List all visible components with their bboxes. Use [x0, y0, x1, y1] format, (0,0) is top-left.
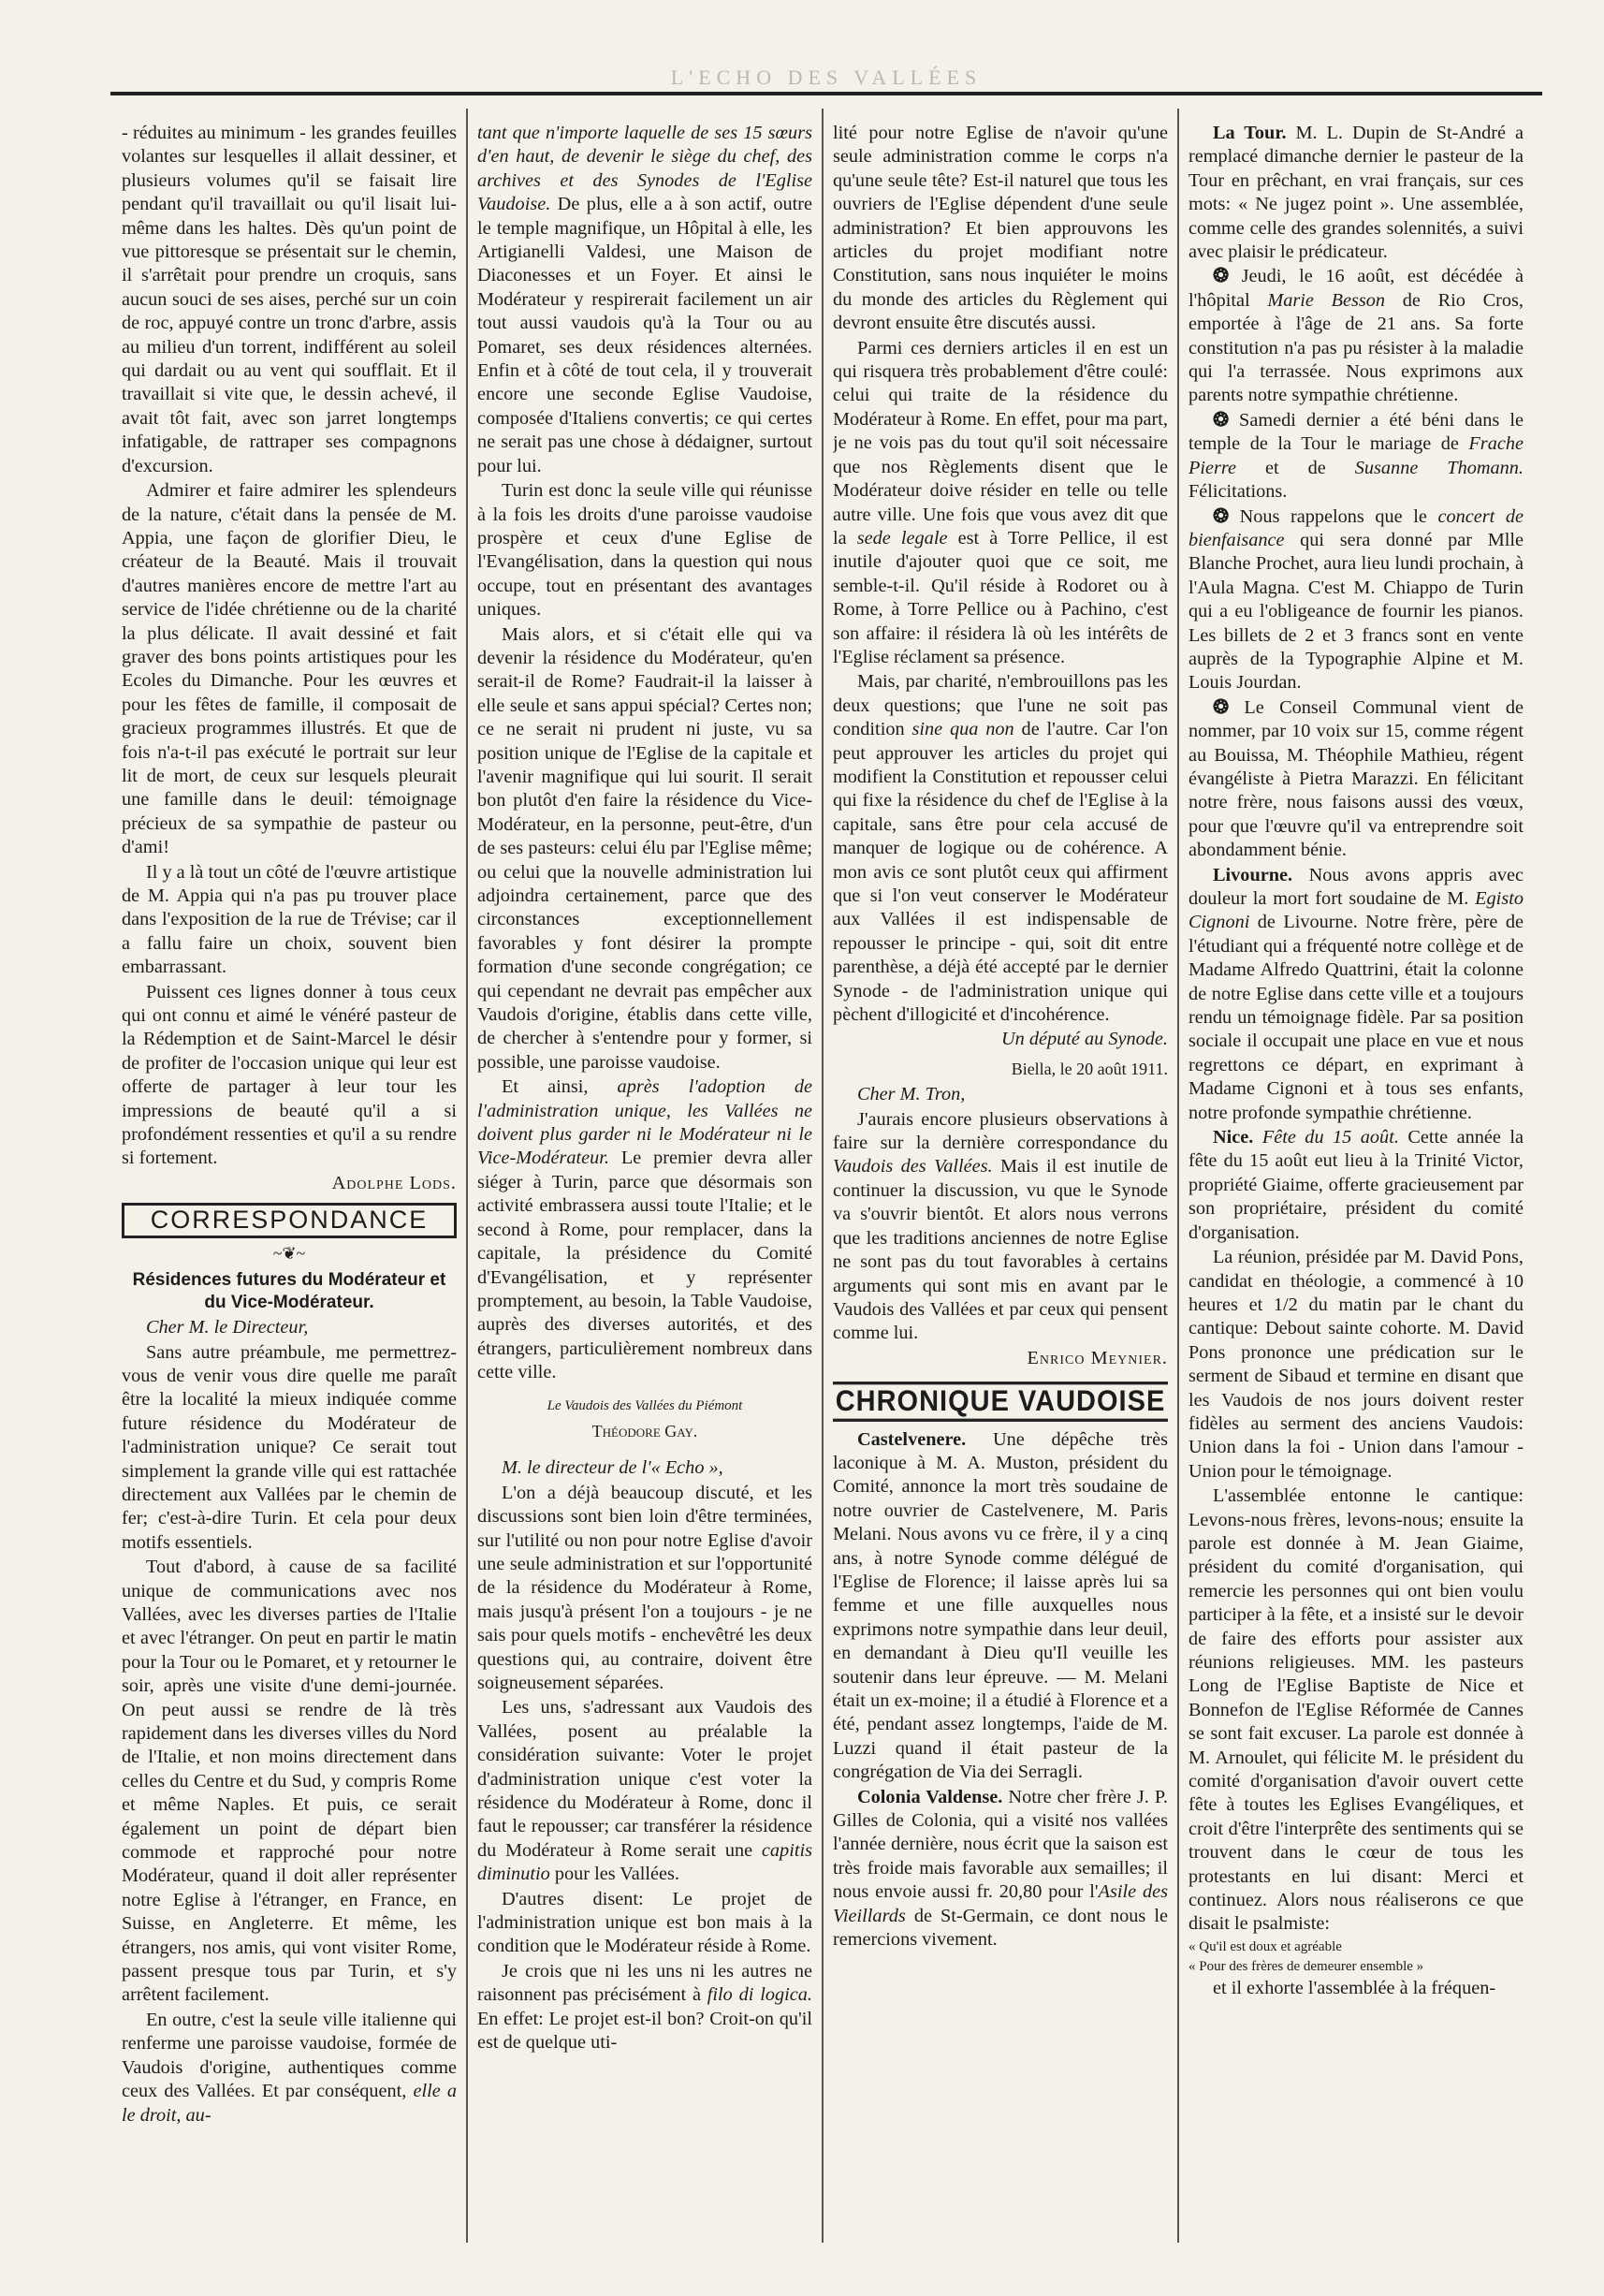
paragraph: Mais alors, et si c'était elle qui va devenir la résidence du Modérateur, qu'en serait-il de Rome? Faudrait-il la laisser à elle seule et sans appui spécial? Certes non; ce ne serait ni prudent ni juste, vu sa position unique de l'Eglise de la capitale et l'avenir magnifique qui lui sourit. Il serait bon plutôt d'en faire la résidence du Vice-Modérateur, en la personne, peut-être, d'un de ses pasteurs: celui élu par l'Eglise même; ou celui que la nouvelle administration lui adjoindra certainement, parce que des circonstances exceptionnellement favorables y font désirer la prompte formation d'une seconde congrégation; ce qui cependant ne devrait pas empêcher aux Vaudois d'origine, établis dans cette ville, de chercher à s'entendre pour y former, si possible, une paroisse vaudoise. [477, 623, 812, 1073]
paragraph: La réunion, présidée par M. David Pons, candidat en théologie, a commencé à 10 heures et 1/2 du matin par le chant du cantique: Debout sainte cohorte. M. David Pons prononce une prédication sur le serment de Sibaud et termine en disant que les Vaudois de nos jours doivent rester fidèles au serment des anciens Vaudois: Union dans la foi - Union dans l'amour - Union pour le témoignage. [1188, 1247, 1524, 1482]
place-name: Colonia Valdense. [857, 1786, 1003, 1807]
paragraph [1188, 505, 1524, 695]
newspaper-page [110, 56, 1542, 2256]
paragraph [1188, 122, 1524, 264]
text-run: Nous avons appris avec douleur la mort fort soudaine de M. [1188, 864, 1524, 909]
paragraph [477, 1696, 812, 1886]
signature-line: Le Vaudois des Vallées du Piémont [547, 1397, 743, 1413]
paragraph [833, 1428, 1168, 1785]
text-run: Parmi ces derniers articles il en est un qui risquera très probablement d'être coulé: celui qui traite de la résidence du Modérateur à Rome. En effet, pour ma part, je ne vois pas du tout qu'il soit nécessaire que nos Règlements disent que le Modérateur doive résider en telle ou telle autre ville. Une fois que vous avez dit que la [833, 337, 1168, 548]
bullet-icon: ❂ [1213, 266, 1229, 287]
text-run: Samedi dernier a été béni dans le temple de la Tour le mariage de [1188, 409, 1524, 455]
signature: Un député au Synode. [1001, 1029, 1168, 1050]
paragraph [833, 670, 1168, 1027]
paragraph [1188, 1126, 1524, 1245]
paragraph [477, 122, 812, 478]
place-name: Castelvenere. [857, 1428, 967, 1450]
column-rule [1177, 109, 1179, 2243]
text-run: est à Torre Pellice, il est inutile d'ajouter quoi que ce soit, me semble-t-il. Qu'il réside à Rodoret ou à Rome, à Torre Pellice ou à Pachino, c'est son affaire: il résidera là où les intérêts de l'Eglise réclament sa présence. [833, 527, 1168, 667]
text-run: En effet: Le projet est-il bon? Croit-on qu'il est de quelque uti- [477, 2008, 812, 2054]
italic-run: tant que n'importe laquelle de ses 15 sœurs d'en haut, de devenir le siège du chef, des archives et des Synodes de l'Eglise Vaudoise. [477, 123, 812, 215]
text-run: De plus, elle a à son actif, outre le temple magnifique, un Hôpital à elle, les Artigianelli Valdesi, une Maison de Diaconesses et un Foyer. Et ainsi le Modérateur y respirerait facilement un air tout aussi vaudois qu'à la Tour ou au Pomaret, ses deux résidences alternées. Enfin et à côté de tout cela, il y trouverait encore une seconde Eglise Vaudoise, composée d'Italiens convertis; ce qui certes ne serait pas une chose à dédaigner, surtout pour lui. [477, 194, 812, 476]
column-1 [122, 122, 457, 2246]
column-4 [1188, 122, 1524, 2246]
paragraph: Il y a là tout un côté de l'œuvre artistique de M. Appia qui n'a pas pu trouver place dans l'exposition de la rue de Trévise; car il a fallu faire un choix, souvent bien embarrassant. [122, 861, 457, 978]
place-name: Nice. [1213, 1127, 1254, 1148]
text-run: Je crois que ni les uns ni les autres ne raisonnent pas précisément à [477, 1960, 812, 2006]
signature: Enrico Meynier. [1027, 1347, 1168, 1368]
column-3 [833, 122, 1168, 2246]
italic-run: elle a le droit, au- [122, 2081, 457, 2126]
faint-header: L'ECHO DES VALLÉES [670, 66, 983, 89]
italic-run: Vaudois des Vallées. [833, 1156, 993, 1177]
paragraph: - réduites au minimum - les grandes feuilles volantes sur lesquelles il allait dessiner, et plusieurs volumes qu'il se faisait lire pendant qu'il travaillait ou qu'il lisait lui-même dans les haltes. Dès qu'un point de vue pittoresque se présentait sur le chemin, il s'arrêtait pour prendre un croquis, sans aucun souci de ses aises, perché sur un coin de roc, appuyé contre un tronc d'arbre, assis au milieu d'un torrent, indifférent au soleil qui dardait ou au vent qui soufflait. Et il travaillait si vite que, le dessin achevé, il avait tôt fait, avec son jarret longtemps infatigable, de rattraper ses compagnons d'excursion. [122, 123, 457, 476]
text-run: Le premier devra aller siéger à Turin, parce que désormais son activité embrassera aussi toute l'Italie; et le second à Rome, pour remplacer, dans la capitale, la présidence du Comité d'Evangélisation, et y représenter promptement, au besoin, la Table Vaudoise, auprès des diverses autorités, et des étrangers, particulièrement nombreux dans cette ville. [477, 1148, 812, 1383]
paragraph: L'assemblée entonne le cantique: Levons-nous frères, levons-nous; ensuite la parole est donnée à M. Jean Giaime, président du comité d'organisation, qui remercie les personnes qui ont bien voulu participer à la fête, et a insisté sur le devoir de faire des efforts pour assister aux réunions religieuses. MM. les pasteurs Long de l'Eglise Baptiste de Nice et Bonnefon de l'Eglise Réformée de Cannes se sont fait excuser. La parole est donnée à M. Arnoulet, qui félicite M. le président du comité d'organisation d'avoir ouvert cette fête à toutes les Eglises Evangéliques, et croit d'être l'interprête des sentiments qui se trouvent dans le cœur de tous les protestants en lui disant: Merci et continuez. Alors nous réaliserons ce que disait le psalmiste: [1188, 1485, 1524, 1935]
section-title-chronique: CHRONIQUE VAUDOISE [833, 1382, 1168, 1422]
bullet-icon: ❂ [1213, 696, 1229, 718]
text-run: En outre, c'est la seule ville italienne qui renferme une paroisse vaudoise, formée de Vaudois d'origine, authentiques comme ceux des Vallées. Et par conséquent, [122, 2009, 457, 2102]
signature: Théodore Gay. [591, 1421, 698, 1440]
paragraph: et il exhorte l'assemblée à la fréquen- [1213, 1977, 1496, 1998]
text-run: J'aurais encore plusieurs observations à faire sur la dernière correspondance du [833, 1108, 1168, 1154]
text-run: de l'autre. Car l'on peut approuver les articles du projet qui modifient la Constitution et repousser celui qui fixe la résidence du chef de l'Eglise à la capitale, sans être pour cela accusé de manquer de logique ou de cohérence. A mon avis ce sont plutôt ceux qui affirment que si l'on veut conserver le Modérateur aux Vallées il est indispensable de repousser le principe - qui, soit dit entre parenthèse, a déjà été accepté par le dernier Synode - de l'administration unique qui pèchent d'illogicité et d'incohérence. [833, 719, 1168, 1026]
italic-run: Susanne Thomann. [1354, 457, 1524, 478]
place-name: La Tour. [1213, 123, 1287, 143]
text-run: Mais, par charité, n'embrouillons pas les deux questions; que l'une ne soit pas condition [833, 671, 1168, 740]
italic-run: filo di logica. [707, 1984, 812, 2006]
paragraph: Puissent ces lignes donner à tous ceux qui ont connu et aimé le vénéré pasteur de la Rédemption et de Saint-Marcel le désir de profiter de l'occasion unique qui leur est offerte de partager à leur tour les impressions de beauté qu'il a si profondément ressenties et qu'il a su rendre si fortement. [122, 981, 457, 1169]
paragraph [1188, 409, 1524, 505]
place-name: Livourne. [1213, 864, 1293, 885]
italic-run: après l'adoption de l'administration unique, les Vallées ne doivent plus garder ni le Modérateur ni le Vice-Modérateur. [477, 1076, 812, 1169]
paragraph [477, 1075, 812, 1384]
paragraph: Admirer et faire admirer les splendeurs de la nature, c'était dans la pensée de M. Appia, une façon de glorifier Dieu, le créateur de la Beauté. Mais il trouvait d'autres manières encore de mettre l'art au service de l'idée chrétienne ou de la charité la plus délicate. Il avait dessiné et fait graver des bons points artistiques pour les Ecoles du Dimanche. Pour les œuvres et pour les fêtes de famille, il composait de gracieux programmes illustrés. Et que de fois n'a-t-il pas exécuté le portrait sur leur lit de mort, de ceux sur lesquels pleurait une famille dans le deuil: témoignage précieux de sa sympathie de pasteur ou d'ami! [122, 480, 457, 858]
italic-run: Egisto Cignoni [1188, 888, 1524, 933]
paragraph [477, 1960, 812, 2055]
text-run: Cette année la fête du 15 août eut lieu à la Trinité Victor, propriété Giaime, offerte gracieusement par son propriétaire, président du comité d'organisation. [1188, 1127, 1524, 1243]
salutation: Cher M. Tron, [857, 1084, 966, 1105]
quote-line: « Pour des frères de demeurer ensemble » [1188, 1958, 1424, 1974]
paragraph: D'autres disent: Le projet de l'administration unique est bon mais à la condition que le Modérateur réside à Rome. [477, 1888, 812, 1957]
dateline: Biella, le 20 août 1911. [1011, 1059, 1168, 1078]
text-run: de Livourne. Notre frère, père de l'étudiant qui a fréquenté notre collège et de Madame Alfredo Quattrini, était la colonne de notre Eglise dans cette ville et a toujours rendu un témoignage fidèle. Par sa position sociale il occupait une place en vue et nous regrettons ce départ, en exprimant à Madame Cignoni et à tous ses enfants, notre profonde sympathie chrétienne. [1188, 912, 1524, 1123]
paragraph [1188, 265, 1524, 407]
ornament: ~❦~ [272, 1243, 306, 1263]
paragraph [833, 1108, 1168, 1346]
salutation: M. le directeur de l'« Echo », [502, 1457, 723, 1479]
italic-run: Asile des Vieillards [833, 1881, 1168, 1926]
top-rule [110, 92, 1542, 95]
article-subhead: Résidences futures du Modérateur et du Vice-Modérateur. [132, 1270, 446, 1313]
text-run: Nous rappelons que le [1229, 505, 1438, 527]
paragraph [1188, 864, 1524, 1125]
paragraph [833, 1786, 1168, 1952]
italic-run: concert de bienfaisance [1188, 505, 1524, 550]
text-run: Une dépêche très laconique à M. A. Muston, président du Comité, annonce la mort très soudaine de notre ouvrier de Castelvenere, M. Paris Melani. Nous avons vu ce frère, il y a cinq ans, à notre Synode comme délégué de l'Eglise de Florence; il laisse après lui sa femme et une fille auxquelles nous exprimons notre sympathie dans leur deuil, en demandant à Dieu qu'Il veuille les soutenir dans leur épreuve. — M. Melani était un ex-moine; il a étudié à Florence et a été, pendant assez longtemps, l'aide de M. Luzzi quand il était pasteur de la congrégation de Via dei Serragli. [833, 1428, 1168, 1783]
text-run: qui sera donné par Mlle Blanche Prochet, aura lieu lundi prochain, à l'Aula Magna. C'est M. Chiappo de Turin qui a eu l'obligeance de fournir les pianos. Les billets de 2 et 3 francs sont en vente auprès de la Typographie Alpine et M. Louis Jourdan. [1188, 529, 1524, 694]
paragraph [833, 337, 1168, 670]
text-run: Les uns, s'adressant aux Vaudois des Vallées, posent au préalable la considération suivante: Voter le projet d'administration unique c'est voter la résidence du Modérateur à Rome, donc il faut le repousser; car transférer la résidence du Modérateur à Rome serait une [477, 1697, 812, 1861]
text-run: et de [1236, 457, 1355, 478]
italic-run: Marie Besson [1267, 289, 1386, 311]
text-run: de St-Germain, ce dont nous le remercions vivement. [833, 1905, 1168, 1951]
italic-run: sine qua non [911, 719, 1014, 740]
salutation: Cher M. le Directeur, [146, 1317, 309, 1338]
quote-line: « Qu'il est doux et agréable [1188, 1938, 1342, 1954]
italic-run: Frache Pierre [1188, 433, 1524, 478]
text-run: pour les Vallées. [549, 1864, 679, 1885]
text-run: Et ainsi, [502, 1076, 618, 1098]
column-rule [466, 109, 468, 2243]
paragraph: lité pour notre Eglise de n'avoir qu'une seule administration comme le corps n'a qu'une seule tête? Est-il naturel que tous les ouvriers de l'Eglise dépendent d'une seule administration? Et bien approuvons les articles du projet modifiant notre Constitution, sans nous inquiéter le moins du monde des articles du Règlement qui devront ensuite être discutés aussi. [833, 123, 1168, 334]
text-run: Notre cher frère J. P. Gilles de Colonia, qui a visité nos vallées l'année dernière, nous écrit que la saison est très froide mais favorable aux semailles; il nous envoie aussi fr. 20,80 pour l' [833, 1786, 1168, 1903]
paragraph: Turin est donc la seule ville qui réunisse à la fois les droits d'une paroisse vaudoise prospère et ceux d'une Eglise de l'Evangélisation, dans la question qui nous occupe, tout en présentant des avantages uniques. [477, 480, 812, 621]
bullet-icon: ❂ [1213, 505, 1229, 527]
text-run: de Rio Cros, emportée à l'âge de 21 ans. Sa forte constitution n'a pas pu résister à la maladie qui l'a terrassée. Nous exprimons aux parents notre sympathie chrétienne. [1188, 289, 1524, 406]
text-run: M. L. Dupin de St-André a remplacé dimanche dernier le pasteur de la Tour en prêchant, en vrai français, sur ces mots: « Ne jugez point ». Une assemblée, comme celle des grandes solennités, a suivi avec plaisir le prédicateur. [1188, 123, 1524, 263]
paragraph [122, 2009, 457, 2128]
text-run: Jeudi, le 16 août, est décédée à l'hôpital [1188, 266, 1524, 311]
text-run: Félicitations. [1188, 481, 1288, 503]
italic-run: capitis diminutio [477, 1839, 812, 1885]
italic-run: Fête du 15 août. [1253, 1127, 1399, 1148]
paragraph: L'on a déjà beaucoup discuté, et les discussions sont bien loin d'être terminées, sur l'utilité ou non pour notre Eglise d'avoir une seule administration et sur l'opportunité de la résidence du Modérateur à Rome, mais jusqu'à présent l'on a toujours - je ne sais pour quels motifs - enchevêtré les deux questions qui, au contraire, doivent être soigneusement séparées. [477, 1482, 812, 1693]
italic-run: sede legale [856, 527, 948, 548]
column-rule [822, 109, 824, 2243]
paragraph: Sans autre préambule, me permettrez-vous de venir vous dire quelle me paraît être la localité la mieux indiquée comme future résidence du Modérateur de l'administration unique? Ce serait tout simplement la grande ville qui est rattachée directement aux Vallées par le chemin de fer; c'est-à-dire Turin. Et cela pour deux motifs essentiels. [122, 1341, 457, 1553]
text-run: Le Conseil Communal vient de nommer, par 10 voix sur 15, comme régent au Bouissa, M. Théophile Mathieu, régent évangéliste à Pietra Marazzi. En félicitant notre frère, nous faisons aussi des vœux, pour que l'œuvre qu'il va entreprendre soit abondamment bénie. [1188, 696, 1524, 861]
paragraph: Tout d'abord, à cause de sa facilité unique de communications avec nos Vallées, avec les diverses parties de l'Italie et avec l'étranger. On peut en partir le matin pour la Tour ou le Pomaret, et y retourner le soir, après une visite d'une demi-journée. On peut aussi se rendre de là très rapidement dans les diverses villes du Nord de l'Italie, et non moins directement dans celles du Centre et du Sud, y compris Rome et même Naples. Et puis, ce serait également un point de départ bien commode et rapproché pour notre Modérateur, quand il doit aller représenter notre Eglise à l'étranger, en France, en Suisse, en Angleterre. Et même, les étrangers, nos amis, qui vont visiter Rome, passent presque tous par Turin, et s'y arrêtent facilement. [122, 1557, 457, 2006]
section-title-correspondance: CORRESPONDANCE [122, 1203, 457, 1237]
signature: Adolphe Lods. [331, 1172, 457, 1193]
text-run: Mais il est inutile de continuer la discussion, vu que le Synode va s'ouvrir bientôt. Et alors nous verrons que les traditions anciennes de notre Eglise ne sont pas du tout favorables à certains arguments qui sont mis en avant par le Vaudois des Vallées et par ceux qui pensent comme lui. [833, 1156, 1168, 1344]
column-2 [477, 122, 812, 2246]
paragraph [1188, 696, 1524, 863]
bullet-icon: ❂ [1213, 409, 1229, 431]
